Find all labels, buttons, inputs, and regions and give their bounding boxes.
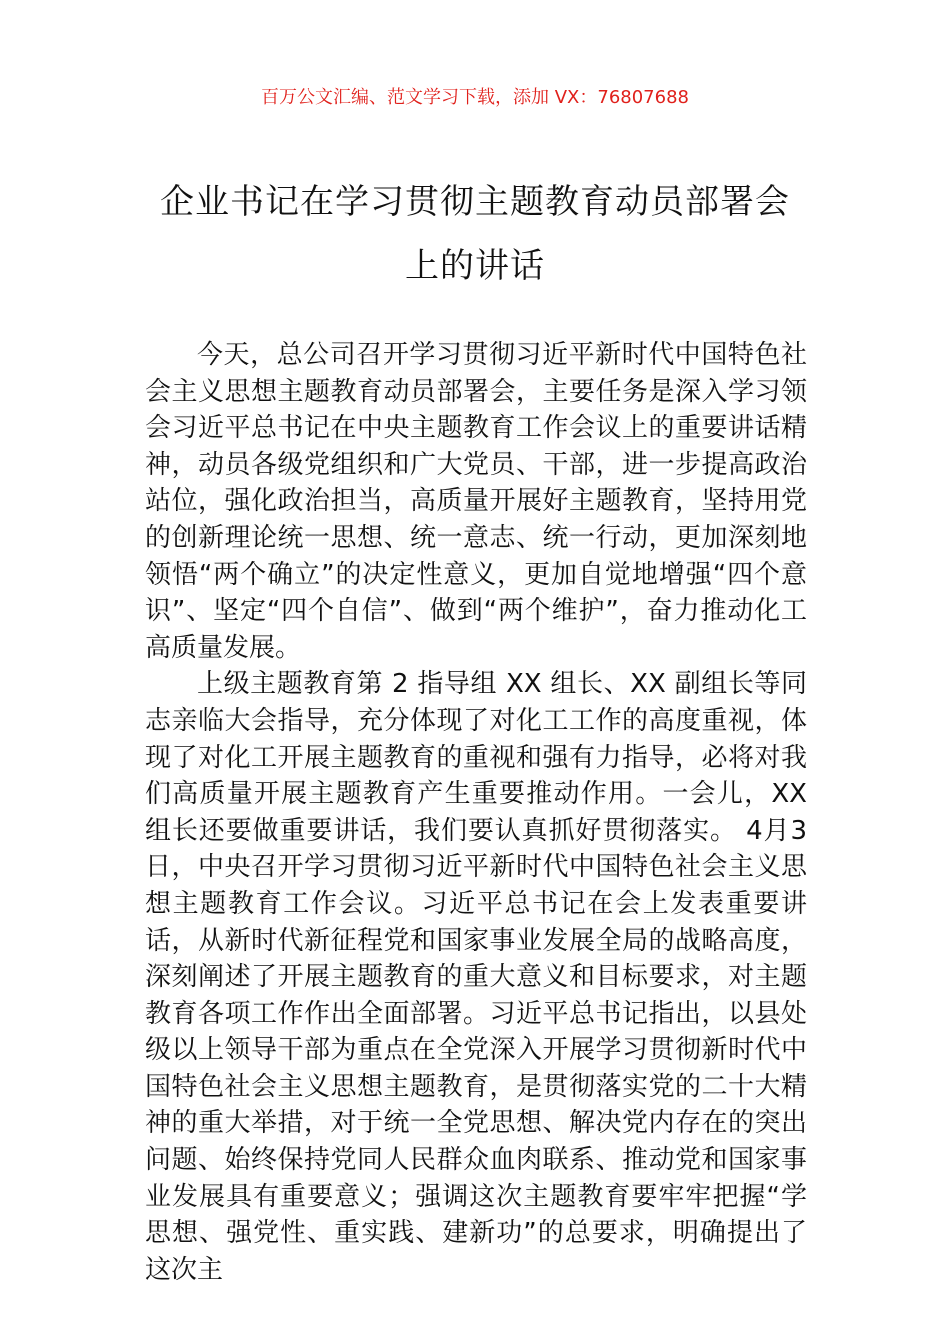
document-title: 企业书记在学习贯彻主题教育动员部署会上的讲话 (160, 182, 790, 286)
watermark-text: 百万公文汇编、范文学习下载，添加 VX：76807688 (261, 87, 689, 108)
document-body (145, 337, 807, 1288)
paragraph-1: 今天，总公司召开学习贯彻习近平新时代中国特色社会主义思想主题教育动员部署会，主要任务是深入学习领会习近平总书记在中央主题教育工作会议上的重要讲话精神，动员各级党组织和广大党员、干部，进一步提高政治站位，强化政治担当，高质量开展好主题教育，坚持用党的创新理论统一思想、统一意志、统一行动，更加深刻地领悟“两个确立”的决定性意义，更加自觉地增强“四个意识”、坚定“四个自信”、做到“两个维护”，奋力推动化工高质量发展。 (145, 340, 807, 663)
paragraph-2: 上级主题教育第 2 指导组 XX 组长、XX 副组长等同志亲临大会指导，充分体现了对化工工作的高度重视，体现了对化工开展主题教育的重视和强有力指导，必将对我们高质量开展主题教育产生重要推动作用。一会儿，XX 组长还要做重要讲话，我们要认真抓好贯彻落实。 4月3日，中央召开学习贯彻习近平新时代中国特色社会主义思想主题教育工作会议。习近平总书记在会上发表重要讲话，从新时代新征程党和国家事业发展全局的战略高度，深刻阐述了开展主题教育的重大意义和目标要求，对主题教育各项工作作出全面部署。习近平总书记指出，以县处级以上领导干部为重点在全党深入开展学习贯彻新时代中国特色社会主义思想主题教育，是贯彻落实党的二十大精神的重大举措，对于统一全党思想、解决党内存在的突出问题、始终保持党同人民群众血肉联系、推动党和国家事业发展具有重要意义；强调这次主题教育要牢牢把握“学思想、强党性、重实践、建新功”的总要求，明确提出了这次主 (145, 669, 807, 1285)
